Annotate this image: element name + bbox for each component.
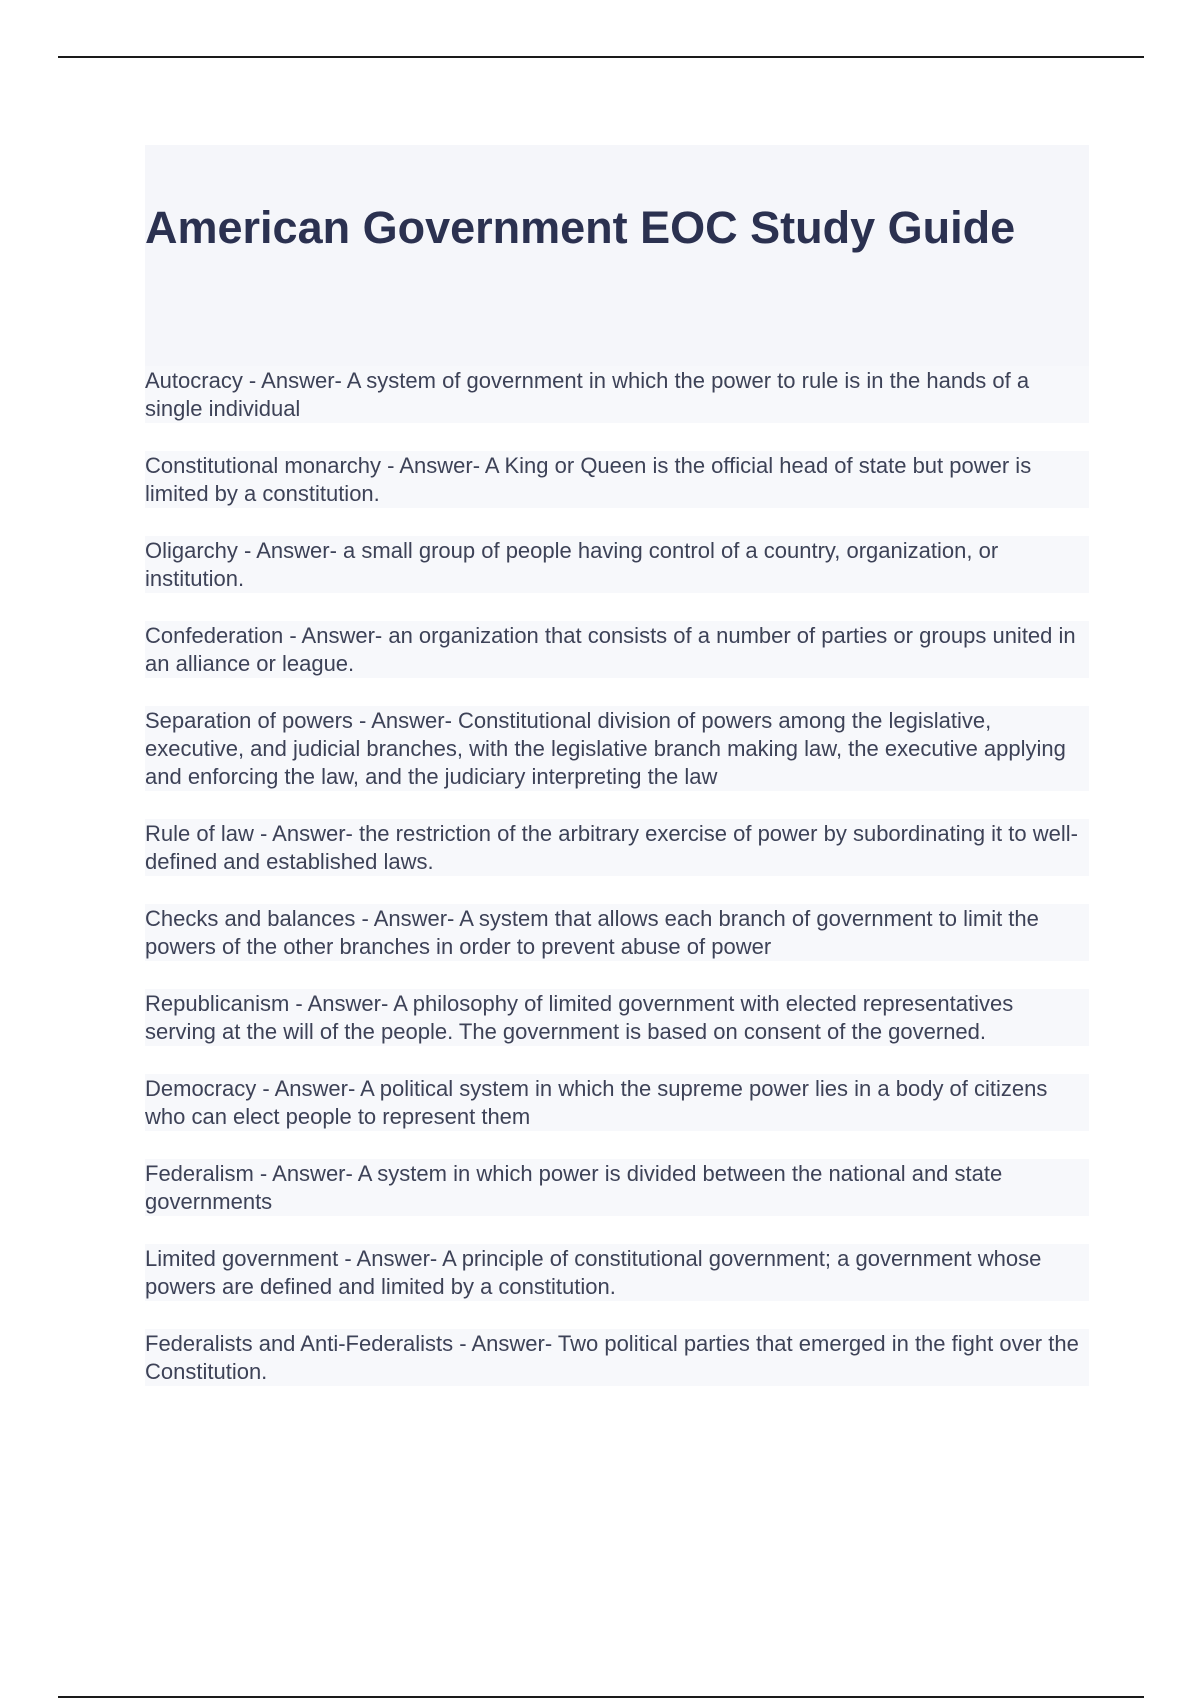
- entry-federalists-and-anti-federalists: Federalists and Anti-Federalists - Answer- Two political parties that emerged in the fight over the Constitution.: [145, 1329, 1089, 1386]
- entry-limited-government: Limited government - Answer- A principle of constitutional government; a government whose powers are defined and limited by a constitution.: [145, 1244, 1089, 1301]
- entry-checks-and-balances: Checks and balances - Answer- A system that allows each branch of government to limit the powers of the other branches in order to prevent abuse of power: [145, 904, 1089, 961]
- study-guide-entries: [145, 366, 1089, 1386]
- top-divider: [58, 56, 1144, 58]
- page-title: American Government EOC Study Guide: [145, 202, 1016, 253]
- entry-separation-of-powers: Separation of powers - Answer- Constitutional division of powers among the legislative, executive, and judicial branches, with the legislative branch making law, the executive applying and enforcing the law, and the judiciary interpreting the law: [145, 706, 1089, 791]
- entry-confederation: Confederation - Answer- an organization that consists of a number of parties or groups united in an alliance or league.: [145, 621, 1089, 678]
- entry-federalism: Federalism - Answer- A system in which power is divided between the national and state governments: [145, 1159, 1089, 1216]
- title-block: [145, 145, 1089, 367]
- entry-democracy: Democracy - Answer- A political system in which the supreme power lies in a body of citizens who can elect people to represent them: [145, 1074, 1089, 1131]
- entry-autocracy: Autocracy - Answer- A system of government in which the power to rule is in the hands of a single individual: [145, 366, 1089, 423]
- entry-oligarchy: Oligarchy - Answer- a small group of people having control of a country, organization, or institution.: [145, 536, 1089, 593]
- entry-constitutional-monarchy: Constitutional monarchy - Answer- A King or Queen is the official head of state but power is limited by a constitution.: [145, 451, 1089, 508]
- bottom-divider: [58, 1696, 1144, 1698]
- entry-rule-of-law: Rule of law - Answer- the restriction of the arbitrary exercise of power by subordinating it to well-defined and established laws.: [145, 819, 1089, 876]
- entry-republicanism: Republicanism - Answer- A philosophy of limited government with elected representatives serving at the will of the people. The government is based on consent of the governed.: [145, 989, 1089, 1046]
